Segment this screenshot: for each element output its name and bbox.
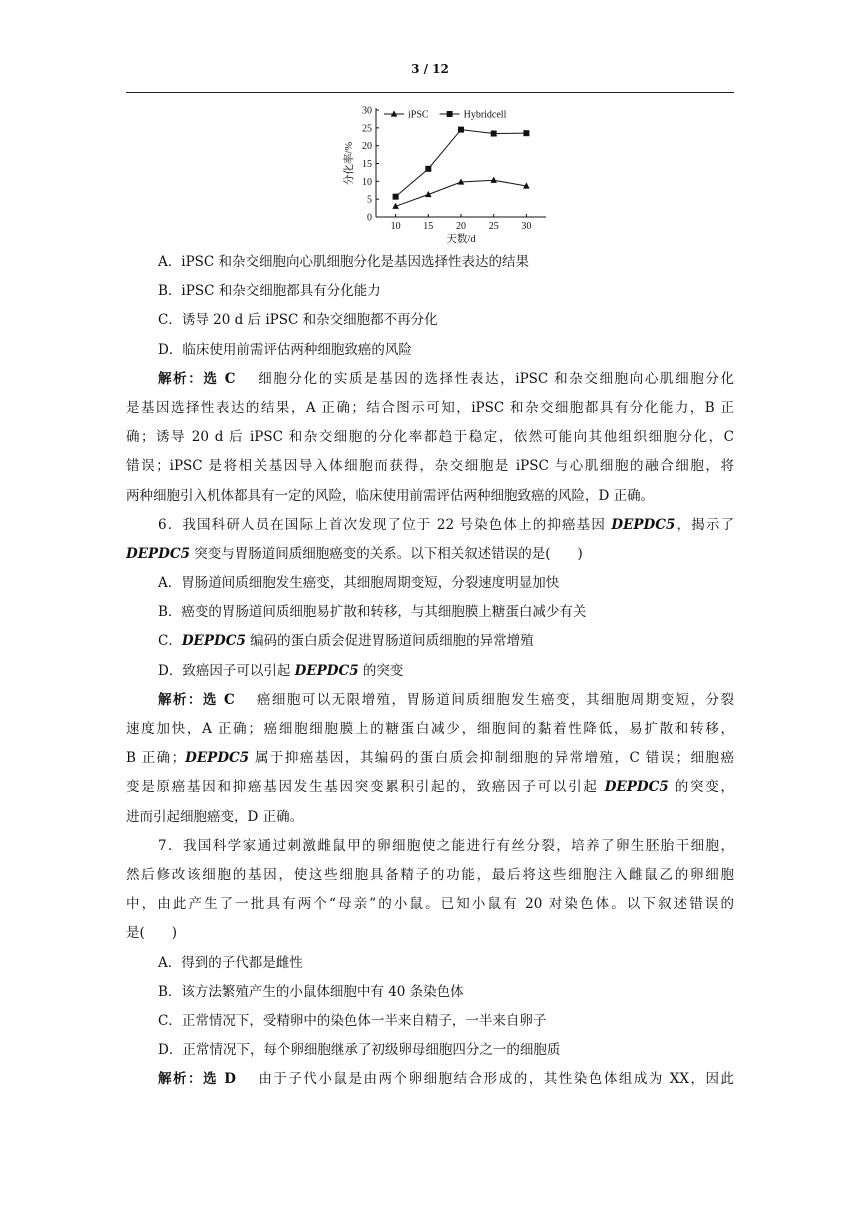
q7-option-a: A．得到的子代都是雌性 [158,954,303,971]
q6-stem: 6．我国科研人员在国际上首次发现了位于 22 号染色体上的抑癌基因 DEPDC5，揭示了 [158,516,734,533]
q6-option-b: B．癌变的胃肠道间质细胞易扩散和转移，与其细胞膜上糖蛋白减少有关 [158,604,587,621]
q5-analysis-label: 解析：选 C [158,370,236,387]
q7-analysis-line: 解析：选 D 由于子代小鼠是由两个卵细胞结合形成的，其性染色体组成为 XX，因此 [158,1071,734,1088]
q7-stem: 是( ) [126,925,178,942]
x-tick-label: 10 [390,221,401,232]
gene-name: DEPDC5 [611,516,676,533]
q7-option-b: B．该方法繁殖产生的小鼠体细胞中有 40 条染色体 [158,983,464,1000]
page-number: 3 / 12 [411,62,449,76]
legend-label: Hybridcell [463,109,507,121]
q6-analysis-line: 速度加快，A 正确；癌细胞细胞膜上的糖蛋白减少，细胞间的黏着性降低，易扩散和转移， [126,721,734,737]
q6-analysis-line: 变是原癌基因和抑癌基因发生基因突变累积引起的，致癌因子可以引起 DEPDC5 的突变， [126,779,734,796]
y-tick-label: 30 [362,105,372,117]
q5-option-d: D．临床使用前需评估两种细胞致癌的风险 [158,341,412,358]
y-tick-label: 15 [362,159,372,170]
q5-analysis-line: 是基因选择性表达的结果，A 正确；结合图示可知，iPSC 和杂交细胞都具有分化能力，B 正 [126,399,734,416]
q6-analysis-line: B 正确；DEPDC5 属于抑癌基因，其编码的蛋白质会抑制细胞的异常增殖，C 错误；细胞癌 [126,750,734,767]
data-point-hybridcell [393,194,399,200]
x-tick-label: 25 [488,221,499,232]
q5-analysis-line: 解析：选 C 细胞分化的实质是基因的选择性表达，iPSC 和杂交细胞向心肌细胞分化 [158,370,734,387]
q6-option-d: D．致癌因子可以引起 DEPDC5 的突变 [158,662,404,679]
gene-name: DEPDC5 [126,545,190,562]
gene-name: DEPDC5 [181,633,246,650]
q5-option-c: C．诱导 20 d 后 iPSC 和杂交细胞都不再分化 [158,312,438,329]
q5-analysis-line: 确；诱导 20 d 后 iPSC 和杂交细胞的分化率都趋于稳定，依然可能向其他组织细胞分化，C [126,429,734,446]
q6-analysis-label: 解析：选 C [158,691,235,708]
q7-stem: 然后修改该细胞的基因，使这些细胞具备精子的功能，最后将这些细胞注入雌鼠乙的卵细胞 [126,866,734,883]
q7-stem: 7．我国科学家通过刺激雌鼠甲的卵细胞使之能进行有丝分裂，培养了卵生胚胎干细胞， [158,837,734,854]
q6-stem: DEPDC5 突变与胃肠道间质细胞癌变的关系。以下相关叙述错误的是( ) [126,545,583,562]
header-rule [126,92,734,93]
page-body [126,248,734,1094]
x-axis-label: 天数/d [446,234,476,245]
series-line-hybridcell [396,130,527,197]
differentiation-rate-chart [338,100,558,246]
legend-label: iPSC [408,109,429,121]
data-point-ipsc [490,177,497,183]
q5-analysis-line: 两种细胞引入机体都具有一定的风险，临床使用前需评估两种细胞致癌的风险，D 正确。 [126,487,655,504]
y-tick-label: 0 [367,212,372,224]
y-axis-label: 分化率/% [344,141,355,186]
data-point-hybridcell [458,127,464,133]
q7-stem: 中，由此产生了一批具有两个“母亲”的小鼠。已知小鼠有 20 对染色体。以下叙述错误的 [126,896,734,913]
q7-option-d: D．正常情况下，每个卵细胞继承了初级卵母细胞四分之一的细胞质 [158,1042,561,1059]
q6-analysis-line: 解析：选 C 癌细胞可以无限增殖，胃肠道间质细胞发生癌变，其细胞周期变短，分裂 [158,691,734,708]
gene-name: DEPDC5 [294,662,359,679]
q6-analysis-line: 进而引起细胞癌变，D 正确。 [126,808,304,825]
q7-analysis-label: 解析：选 D [158,1071,237,1088]
x-tick-label: 30 [521,221,532,232]
y-tick-label: 25 [362,123,372,135]
x-tick-label: 15 [423,221,434,232]
q5-analysis-line: 错误；iPSC 是将相关基因导入体细胞而获得，杂交细胞是 iPSC 与心肌细胞的融合细胞，将 [126,458,734,475]
legend-marker [447,111,453,117]
q5-option-b: B．iPSC 和杂交细胞都具有分化能力 [158,283,381,300]
q6-option-c: C．DEPDC5 编码的蛋白质会促进胃肠道间质细胞的异常增殖 [158,633,534,650]
q5-option-a: A．iPSC 和杂交细胞向心肌细胞分化是基因选择性表达的结果 [158,254,530,270]
gene-name: DEPDC5 [185,750,250,767]
data-point-hybridcell [425,166,431,172]
data-point-hybridcell [491,131,497,137]
data-point-hybridcell [523,130,529,136]
x-tick-label: 20 [456,221,466,232]
y-tick-label: 10 [362,176,372,188]
q7-option-c: C．正常情况下，受精卵中的染色体一半来自精子，一半来自卵子 [158,1012,547,1029]
y-tick-label: 5 [367,194,372,206]
q6-option-a: A．胃肠道间质细胞发生癌变，其细胞周期变短，分裂速度明显加快 [158,575,560,592]
gene-name: DEPDC5 [604,779,669,796]
y-tick-label: 20 [362,141,372,153]
